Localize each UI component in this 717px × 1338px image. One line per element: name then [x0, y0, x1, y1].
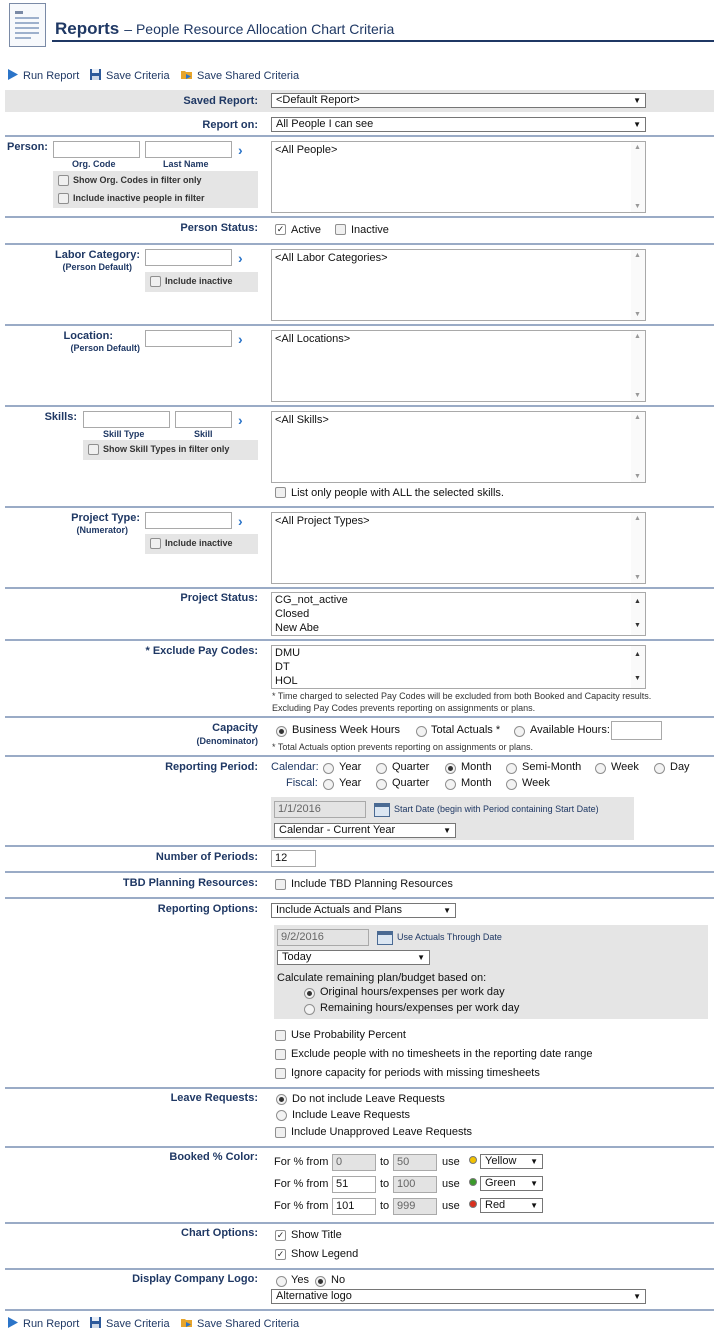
save-criteria-button[interactable]: Save Criteria — [89, 68, 170, 82]
project-type-label: Project Type: — [71, 512, 140, 524]
booked-color-label: Booked % Color: — [169, 1151, 258, 1163]
separator — [5, 324, 714, 326]
dropdown-arrow-icon: ▼ — [633, 120, 641, 129]
separator — [5, 755, 714, 757]
floppy-disk-icon — [89, 1316, 102, 1329]
labor-category-list[interactable]: <All Labor Categories> ▲ ▼ — [271, 249, 646, 321]
play-icon — [6, 68, 19, 81]
separator — [5, 216, 714, 218]
booked-from-input[interactable]: 51 — [332, 1176, 376, 1193]
saved-report-label: Saved Report: — [183, 95, 258, 107]
skills-label: Skills: — [44, 411, 77, 423]
fiscal-month-label: Month — [461, 777, 492, 789]
fiscal-quarter-label: Quarter — [392, 777, 430, 789]
person-list[interactable]: <All People> ▲ ▼ — [271, 141, 646, 213]
booked-to-input[interactable]: 999 — [393, 1198, 437, 1215]
labor-include-inactive-checkbox[interactable] — [150, 276, 161, 287]
probability-checkbox[interactable] — [275, 1030, 286, 1041]
show-org-codes-checkbox[interactable] — [58, 175, 69, 186]
person-status-label: Person Status: — [180, 222, 258, 234]
run-report-button[interactable]: Run Report — [6, 1316, 79, 1330]
scroll-down-icon[interactable]: ▼ — [634, 203, 641, 210]
scroll-up-icon[interactable]: ▲ — [634, 144, 641, 151]
page-subtitle: – People Resource Allocation Chart Criteria — [124, 21, 395, 37]
use-label: use — [442, 1200, 460, 1212]
show-title-checkbox[interactable]: ✓ — [276, 1230, 285, 1240]
header-rule — [52, 40, 714, 42]
show-skill-types-checkbox[interactable] — [88, 444, 99, 455]
shared-folder-icon — [180, 68, 193, 81]
separator — [5, 1087, 714, 1089]
reports-icon — [9, 3, 46, 47]
calendar-semi-month-radio[interactable] — [506, 763, 517, 774]
scroll-down-icon[interactable]: ▼ — [634, 392, 641, 399]
reporting-period-label: Reporting Period: — [165, 761, 258, 773]
all-skills-checkbox[interactable] — [275, 487, 286, 498]
available-hours-input[interactable] — [611, 721, 662, 740]
separator — [5, 1309, 714, 1311]
booked-to-input[interactable]: 50 — [393, 1154, 437, 1171]
dropdown-arrow-icon: ▼ — [443, 906, 451, 915]
total-actuals-label: Total Actuals * — [431, 724, 501, 736]
chart-options-label: Chart Options: — [181, 1227, 258, 1239]
calendar-month-label: Month — [461, 761, 492, 773]
remaining-hours-radio[interactable] — [304, 1004, 315, 1015]
scroll-up-icon[interactable]: ▲ — [634, 598, 641, 605]
fiscal-week-radio[interactable] — [506, 779, 517, 790]
report-on-label: Report on: — [202, 119, 258, 131]
scroll-up-icon[interactable]: ▲ — [634, 252, 641, 259]
dropdown-arrow-icon: ▼ — [633, 1292, 641, 1301]
include-inactive-people-label: Include inactive people in filter — [73, 193, 205, 203]
logo-yes-radio[interactable] — [276, 1276, 287, 1287]
booked-to-input[interactable]: 100 — [393, 1176, 437, 1193]
chevron-right-icon[interactable]: › — [238, 250, 243, 266]
booked-color-select[interactable]: Red ▼ — [480, 1198, 543, 1213]
inactive-checkbox[interactable] — [335, 224, 346, 235]
available-hours-label: Available Hours: — [530, 724, 610, 736]
no-leave-label: Do not include Leave Requests — [292, 1093, 445, 1105]
calendar-year-radio[interactable] — [323, 763, 334, 774]
list-item[interactable]: New Abe — [275, 622, 320, 634]
all-skills-label: List only people with ALL the selected skills. — [291, 487, 504, 499]
list-item[interactable]: CG_not_active — [275, 594, 348, 606]
pin-icon — [469, 1178, 477, 1186]
fiscal-year-label: Year — [339, 777, 362, 789]
calendar-day-label: Day — [670, 761, 690, 773]
page-title: Reports — [55, 19, 120, 38]
calendar-quarter-label: Quarter — [392, 761, 430, 773]
ignore-capacity-checkbox[interactable] — [275, 1068, 286, 1079]
calendar-icon[interactable] — [374, 803, 390, 817]
show-legend-checkbox[interactable]: ✓ — [276, 1249, 285, 1259]
project-type-include-inactive-label: Include inactive — [165, 538, 233, 548]
skills-list[interactable]: <All Skills> ▲ ▼ — [271, 411, 646, 483]
skill-input[interactable] — [175, 411, 232, 428]
labor-include-inactive-label: Include inactive — [165, 276, 233, 286]
dropdown-arrow-icon: ▼ — [417, 953, 425, 962]
save-shared-criteria-button[interactable]: Save Shared Criteria — [180, 1316, 299, 1330]
calendar-day-radio[interactable] — [654, 763, 665, 774]
capacity-label: Capacity — [212, 722, 258, 734]
for-percent-label: For % from — [274, 1200, 329, 1212]
actuals-through-date-input[interactable]: 9/2/2016 — [277, 929, 369, 946]
separator — [5, 405, 714, 407]
inactive-label: Inactive — [351, 224, 389, 236]
reporting-options-select[interactable]: Include Actuals and Plans ▼ — [271, 903, 456, 918]
exclude-no-timesheets-label: Exclude people with no timesheets in the reporting date range — [291, 1048, 593, 1060]
play-icon — [6, 1316, 19, 1329]
project-type-input[interactable] — [145, 512, 232, 529]
logo-yes-label: Yes — [291, 1274, 309, 1286]
fiscal-week-label: Week — [522, 777, 550, 789]
separator — [5, 1268, 714, 1270]
separator — [5, 135, 714, 137]
calendar-week-radio[interactable] — [595, 763, 606, 774]
reporting-options-label: Reporting Options: — [157, 903, 258, 915]
last-name-caption: Last Name — [163, 159, 209, 169]
logo-no-label: No — [331, 1274, 346, 1286]
dropdown-arrow-icon: ▼ — [530, 1179, 538, 1188]
include-inactive-people-checkbox[interactable] — [58, 193, 69, 204]
unapproved-leave-checkbox[interactable] — [275, 1127, 286, 1138]
leave-requests-label: Leave Requests: — [170, 1092, 258, 1104]
chevron-right-icon[interactable]: › — [238, 412, 243, 428]
dropdown-arrow-icon: ▼ — [633, 96, 641, 105]
list-item[interactable]: DMU — [275, 647, 301, 659]
location-label: Location: — [63, 330, 113, 342]
separator — [5, 587, 714, 589]
logo-select[interactable]: Alternative logo ▼ — [271, 1289, 646, 1304]
fiscal-quarter-radio[interactable] — [376, 779, 387, 790]
for-percent-label: For % from — [274, 1156, 329, 1168]
available-hours-radio[interactable] — [514, 726, 525, 737]
chevron-right-icon[interactable]: › — [238, 513, 243, 529]
separator — [5, 639, 714, 641]
last-name-input[interactable] — [145, 141, 232, 158]
calendar-month-radio[interactable] — [445, 763, 456, 774]
active-label: Active — [291, 224, 321, 236]
org-code-input[interactable] — [53, 141, 140, 158]
save-criteria-button[interactable]: Save Criteria — [89, 1316, 170, 1330]
business-week-hours-radio[interactable] — [276, 726, 287, 737]
scroll-up-icon[interactable]: ▲ — [634, 333, 641, 340]
booked-color-select[interactable]: Yellow ▼ — [480, 1154, 543, 1169]
labor-category-label: Labor Category: — [55, 249, 140, 261]
scroll-up-icon[interactable]: ▲ — [634, 414, 641, 421]
location-input[interactable] — [145, 330, 232, 347]
separator — [5, 1146, 714, 1148]
unapproved-leave-label: Include Unapproved Leave Requests — [291, 1126, 473, 1138]
capacity-sub: (Denominator) — [196, 736, 258, 746]
project-type-list[interactable]: <All Project Types> ▲ ▼ — [271, 512, 646, 584]
remaining-hours-label: Remaining hours/expenses per work day — [320, 1002, 520, 1014]
scroll-down-icon[interactable]: ▼ — [634, 574, 641, 581]
tbd-option-label: Include TBD Planning Resources — [291, 878, 453, 890]
calendar-year-label: Year — [339, 761, 362, 773]
company-logo-label: Display Company Logo: — [132, 1273, 258, 1285]
chevron-right-icon[interactable]: › — [238, 142, 243, 158]
org-code-caption: Org. Code — [72, 159, 116, 169]
exclude-pay-codes-label: * Exclude Pay Codes: — [145, 645, 258, 657]
period-select[interactable]: Calendar - Current Year ▼ — [274, 823, 456, 838]
start-date-label: Start Date (begin with Period containing Start Date) — [394, 804, 599, 814]
logo-no-radio[interactable] — [315, 1276, 326, 1287]
calendar-icon[interactable] — [377, 931, 393, 945]
separator — [5, 1222, 714, 1224]
for-percent-label: For % from — [274, 1178, 329, 1190]
number-of-periods-input[interactable]: 12 — [271, 850, 316, 867]
original-hours-label: Original hours/expenses per work day — [320, 986, 505, 998]
capacity-note: * Total Actuals option prevents reporting on assignments or plans. — [272, 742, 533, 752]
no-leave-radio[interactable] — [276, 1094, 287, 1105]
actuals-through-label: Use Actuals Through Date — [397, 932, 502, 942]
location-sub: (Person Default) — [70, 343, 140, 353]
skill-type-caption: Skill Type — [103, 429, 145, 439]
chevron-right-icon[interactable]: › — [238, 331, 243, 347]
saved-report-select[interactable]: <Default Report> ▼ — [271, 93, 646, 108]
include-leave-label: Include Leave Requests — [292, 1109, 411, 1121]
pin-icon — [469, 1200, 477, 1208]
project-status-label: Project Status: — [180, 592, 258, 604]
scroll-down-icon[interactable]: ▼ — [634, 311, 641, 318]
save-shared-criteria-button[interactable]: Save Shared Criteria — [180, 68, 299, 82]
list-item[interactable]: HOL — [275, 675, 298, 687]
floppy-disk-icon — [89, 68, 102, 81]
total-actuals-radio[interactable] — [416, 726, 427, 737]
skill-type-input[interactable] — [83, 411, 170, 428]
booked-from-input[interactable]: 0 — [332, 1154, 376, 1171]
include-leave-radio[interactable] — [276, 1110, 287, 1121]
separator — [5, 845, 714, 847]
number-of-periods-label: Number of Periods: — [155, 851, 258, 863]
project-status-list[interactable] — [271, 592, 646, 636]
dropdown-arrow-icon: ▼ — [443, 826, 451, 835]
booked-from-input[interactable]: 101 — [332, 1198, 376, 1215]
show-title-label: Show Title — [291, 1229, 342, 1241]
labor-category-input[interactable] — [145, 249, 232, 266]
active-checkbox[interactable]: ✓ — [276, 224, 285, 234]
calendar-label: Calendar: — [271, 761, 319, 773]
calendar-week-label: Week — [611, 761, 639, 773]
to-label: to — [380, 1200, 390, 1212]
tbd-checkbox[interactable] — [275, 879, 286, 890]
to-label: to — [380, 1178, 390, 1190]
use-label: use — [442, 1178, 460, 1190]
pay-codes-list[interactable] — [271, 645, 646, 689]
dropdown-arrow-icon: ▼ — [530, 1157, 538, 1166]
list-item[interactable]: DT — [275, 661, 290, 673]
show-org-codes-label: Show Org. Codes in filter only — [73, 175, 202, 185]
location-list[interactable]: <All Locations> ▲ ▼ — [271, 330, 646, 402]
run-report-button[interactable]: Run Report — [6, 68, 79, 82]
pay-codes-note-2: Excluding Pay Codes prevents reporting on assignments or plans. — [272, 703, 536, 713]
probability-label: Use Probability Percent — [291, 1029, 406, 1041]
scroll-down-icon[interactable]: ▼ — [634, 622, 641, 629]
fiscal-month-radio[interactable] — [445, 779, 456, 790]
show-skill-types-label: Show Skill Types in filter only — [103, 444, 230, 454]
business-week-hours-label: Business Week Hours — [292, 724, 401, 736]
scroll-up-icon[interactable]: ▲ — [634, 515, 641, 522]
calendar-quarter-radio[interactable] — [376, 763, 387, 774]
person-label: Person: — [7, 141, 48, 153]
show-legend-label: Show Legend — [291, 1248, 359, 1260]
use-label: use — [442, 1156, 460, 1168]
separator — [5, 243, 714, 245]
through-date-select[interactable]: Today ▼ — [277, 950, 430, 965]
shared-folder-icon — [180, 1316, 193, 1329]
labor-category-sub: (Person Default) — [62, 262, 132, 272]
skill-caption: Skill — [194, 429, 213, 439]
scroll-down-icon[interactable]: ▼ — [634, 473, 641, 480]
booked-color-select[interactable]: Green ▼ — [480, 1176, 543, 1191]
project-type-include-inactive-checkbox[interactable] — [150, 538, 161, 549]
separator — [5, 871, 714, 873]
tbd-label: TBD Planning Resources: — [122, 877, 258, 889]
pin-icon — [469, 1156, 477, 1164]
calc-label: Calculate remaining plan/budget based on: — [277, 972, 487, 984]
separator — [5, 897, 714, 899]
fiscal-label: Fiscal: — [286, 777, 318, 789]
separator — [5, 716, 714, 718]
exclude-no-timesheets-checkbox[interactable] — [275, 1049, 286, 1060]
scroll-up-icon[interactable]: ▲ — [634, 651, 641, 658]
report-on-select[interactable]: All People I can see ▼ — [271, 117, 646, 132]
pay-codes-note-1: * Time charged to selected Pay Codes will be excluded from both Booked and Capacity results. — [272, 691, 652, 701]
to-label: to — [380, 1156, 390, 1168]
ignore-capacity-label: Ignore capacity for periods with missing timesheets — [291, 1067, 540, 1079]
project-type-sub: (Numerator) — [76, 525, 128, 535]
start-date-input[interactable]: 1/1/2016 — [274, 801, 366, 818]
fiscal-year-radio[interactable] — [323, 779, 334, 790]
scroll-down-icon[interactable]: ▼ — [634, 675, 641, 682]
separator — [5, 506, 714, 508]
dropdown-arrow-icon: ▼ — [530, 1201, 538, 1210]
original-hours-radio[interactable] — [304, 988, 315, 999]
list-item[interactable]: Closed — [275, 608, 310, 620]
calendar-semi-month-label: Semi-Month — [522, 761, 582, 773]
